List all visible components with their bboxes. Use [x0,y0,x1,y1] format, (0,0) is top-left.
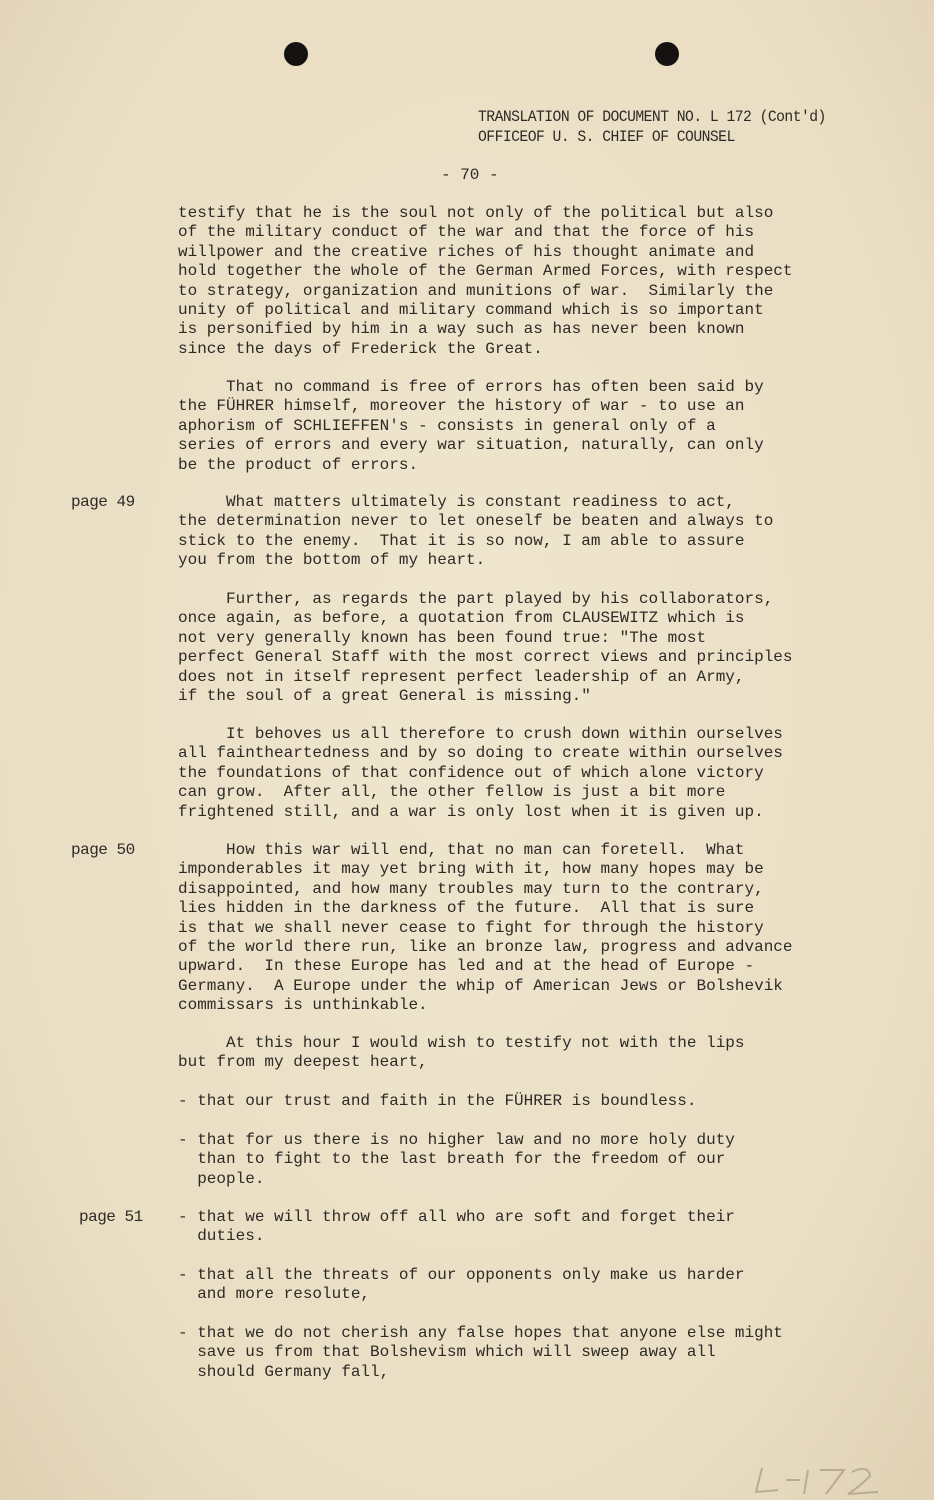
punch-hole-left [284,42,308,66]
paragraph: What matters ultimately is constant readiness to act, the determination never to let oneself be beaten and always to stick to the enemy. That it is so now, I am able to assure you from the bottom of my heart. [178,493,774,570]
margin-note-page-50: page 50 [71,841,135,859]
paragraph: Further, as regards the part played by his collaborators, once again, as before, a quotation from CLAUSEWITZ which is not very generally known has been found true: "The most perfect General Staff with the most correct views and principles does not in itself represent perfect leadership of an Army, if the soul of a great General is missing." [178,590,793,706]
punch-hole-right [655,42,679,66]
handwritten-document-number [748,1462,888,1498]
document-header-title: TRANSLATION OF DOCUMENT NO. L 172 (Cont'd) [478,108,826,126]
bullet-item: - that for us there is no higher law and no more holy duty than to fight to the last breath for the freedom of our people. [178,1131,735,1188]
bullet-item: - that we do not cherish any false hopes that anyone else might save us from that Bolshevism which will sweep away all should Germany fall, [178,1324,783,1381]
paragraph: That no command is free of errors has often been said by the FÜHRER himself, moreover the history of war - to use an aphorism of SCHLIEFFEN's - consists in general only of a series of errors and every war situation, naturally, can only be the product of errors. [178,378,764,474]
paragraph: How this war will end, that no man can foretell. What imponderables it may yet bring with it, how many hopes may be disappointed, and how many troubles may turn to the contrary, lies hidden in the darkness of the future. All that is sure is that we shall never cease to fight for through the history of the world there run, like an bronze law, progress and advance upward. In these Europe has led and at the head of Europe - Germany. A Europe under the whip of American Jews or Bolshevik commissars is unthinkable. [178,841,793,1015]
bullet-item: - that we will throw off all who are soft and forget their duties. [178,1208,735,1246]
page-number: - 70 - [441,166,499,184]
paragraph: testify that he is the soul not only of the political but also of the military conduct of the war and that the force of his willpower and the creative riches of his thought animate and hold together the whole of the German Armed Forces, with respect to strategy, organization and munitions of war. Similarly the unity of political and military command which is so important is personified by him in a way such as has never been known since the days of Frederick the Great. [178,204,793,358]
margin-note-page-49: page 49 [71,493,135,511]
margin-note-page-51: page 51 [79,1208,143,1226]
bullet-item: - that our trust and faith in the FÜHRER is boundless. [178,1092,697,1110]
paragraph: It behoves us all therefore to crush down within ourselves all faintheartedness and by so doing to create within ourselves the foundations of that confidence out of which alone victory can grow. After all, the other fellow is just a bit more frightened still, and a war is only lost when it is given up. [178,725,783,821]
bullet-item: - that all the threats of our opponents only make us harder and more resolute, [178,1266,745,1304]
document-header-office: OFFICEOF U. S. CHIEF OF COUNSEL [478,128,735,146]
paragraph: At this hour I would wish to testify not with the lips but from my deepest heart, [178,1034,745,1072]
